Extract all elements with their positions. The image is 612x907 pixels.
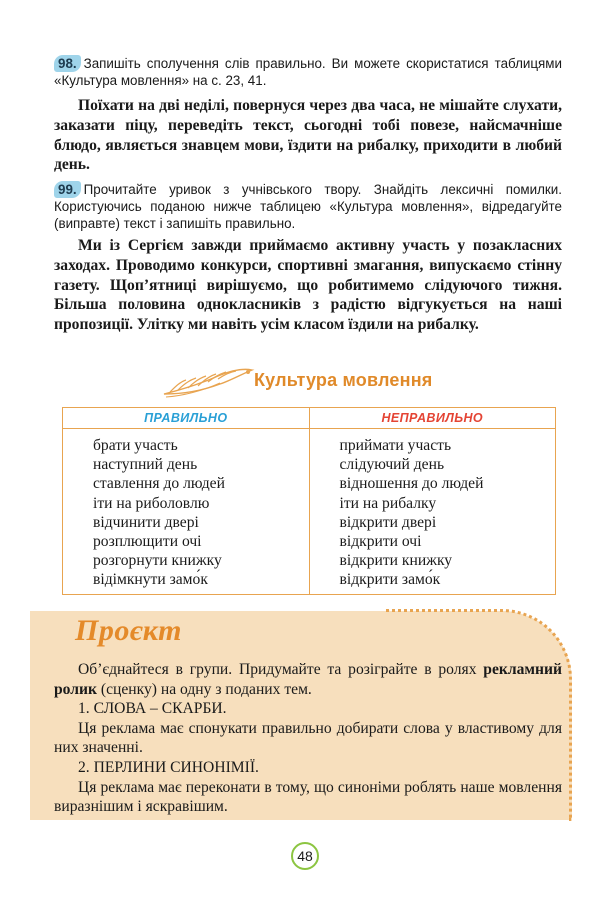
task-99-instruction	[54, 181, 562, 232]
project-intro-before: Об’єднайтеся в групи. Придумайте та розіграйте в ролях	[78, 661, 484, 678]
correct-item: розгорнути книжку	[93, 552, 222, 570]
task-99-text: Ми із Сергієм завжди приймаємо активну участь у позакласних заходах. Проводимо конкурси, спортивні змагання, випускаємо стінну газету. Щоп’ятниці вирішуємо, що робитимемо слідуючого тижня. Більша половина однокласників з радістю відгукується на наші пропозиції. Улітку ми навіть усім класом їздили на рибалку.	[54, 237, 562, 334]
task-98-instruction-text: Запишіть сполучення слів правильно. Ви можете скористатися таблицями «Культура мовлення» на с. 23, 41.	[54, 56, 562, 88]
project-intro-after: (сценку) на одну з поданих тем.	[96, 680, 312, 698]
project-topic-1-text: Ця реклама має спонукати правильно добирати слова у властивому для них значенні.	[54, 719, 562, 757]
project-intro	[54, 660, 562, 699]
task-98-text: Поїхати на дві неділі, повернуся через два часа, не мішайте слухати, заказати піцу, переведіть текст, сьогодні тобі повезе, найсмачніше блюдо, являється знавцем мови, їздити на рибалку, приходити в любий день.	[54, 97, 562, 174]
project-topic-2: 2. ПЕРЛИНИ СИНОНІМІЇ.	[78, 758, 259, 776]
page-number: 48	[291, 842, 319, 870]
project-title: Проєкт	[75, 614, 182, 647]
task-99-instruction-text: Прочитайте уривок з учнівського твору. Знайдіть лексичні помилки. Користуючись поданою нижче таблицею «Культура мовлення», відредагуйте (виправте) текст і запишіть правильно.	[54, 182, 562, 231]
incorrect-item: іти на рибалку	[339, 494, 437, 512]
correct-item: іти на риболовлю	[93, 494, 210, 512]
culture-heading	[160, 364, 460, 400]
task-98-text-block	[54, 96, 562, 175]
project-intro-bold: рекламний ролик	[54, 661, 562, 698]
task-99-text-block	[54, 236, 562, 335]
correct-item: наступний день	[93, 456, 198, 474]
incorrect-item: відкрити двері	[339, 513, 437, 531]
culture-title: Культура мовлення	[254, 370, 433, 390]
correct-item: відімкнути замо́к	[93, 571, 208, 589]
header-incorrect: НЕПРАВИЛЬНО	[309, 408, 556, 429]
feather-ornament-icon	[160, 364, 256, 400]
incorrect-item: відкрити очі	[339, 533, 422, 551]
correct-item: ставлення до людей	[93, 475, 225, 493]
incorrect-item: приймати участь	[339, 437, 452, 454]
correct-item: відчинити двері	[93, 513, 199, 531]
incorrect-item: слідуючий день	[339, 456, 445, 474]
project-text	[54, 660, 562, 817]
incorrect-item: відкрити замо́к	[339, 571, 441, 589]
task-number-99: 99.	[54, 181, 81, 198]
incorrect-item: відкрити книжку	[339, 552, 453, 570]
correct-item: розплющити очі	[93, 533, 202, 551]
header-correct: ПРАВИЛЬНО	[63, 408, 310, 429]
incorrect-item: відношення до людей	[339, 475, 484, 493]
task-number-98: 98.	[54, 55, 81, 72]
project-topic-2-text: Ця реклама має переконати в тому, що синоніми роблять наше мовлення виразнішим і яскравішим.	[54, 778, 562, 816]
culture-table	[62, 407, 556, 595]
correct-column	[63, 429, 310, 595]
incorrect-column	[309, 429, 556, 595]
project-topic-1: 1. СЛОВА – СКАРБИ.	[78, 700, 227, 718]
correct-item: брати участь	[93, 437, 178, 454]
task-98-instruction	[54, 55, 562, 89]
